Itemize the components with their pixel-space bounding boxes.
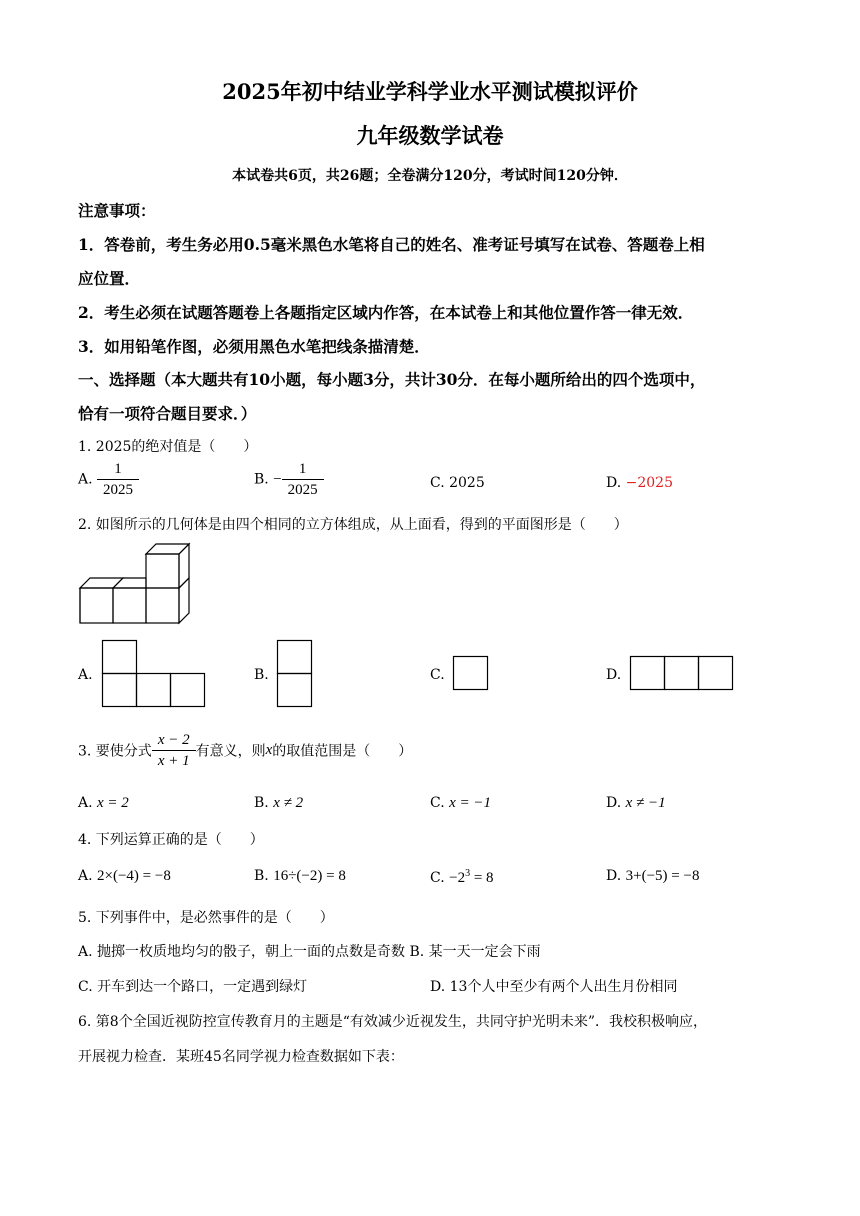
option-label: D. <box>606 868 622 884</box>
option-label: A. <box>78 868 93 884</box>
exponent: 3 <box>465 868 471 879</box>
exam-title: 2025年初中结业学科学业水平测试模拟评价 <box>222 79 638 104</box>
question-4-option-a <box>78 868 171 885</box>
question-1-option-c: C. 2025 <box>430 475 485 491</box>
section-heading-cont: 恰有一项符合题目要求．） <box>78 404 257 423</box>
question-3-option-b <box>254 795 303 812</box>
option-label: D. <box>606 475 622 491</box>
base: −2 <box>449 870 466 886</box>
fraction-denominator: x + 1 <box>157 753 190 769</box>
question-5-options-ab: A. 抛掷一枚质地均匀的骰子，朝上一面的点数是奇数 B. 某一天一定会下雨 <box>78 944 541 960</box>
option-label: C. <box>430 870 445 886</box>
fraction-denominator: 2025 <box>103 482 134 498</box>
stem-text: 有意义，则 <box>195 743 266 760</box>
question-1-option-b <box>254 459 324 500</box>
question-3-option-c <box>430 795 491 812</box>
question-2-option-a-label: A. <box>78 667 93 683</box>
option-b-shape <box>277 640 313 708</box>
option-expression: 16÷(−2) = 8 <box>273 868 346 884</box>
option-expression: x = −1 <box>449 795 492 811</box>
fraction-numerator: x − 2 <box>152 730 196 751</box>
option-label: B. <box>254 868 269 884</box>
question-2-option-c-label: C. <box>430 667 445 683</box>
question-4-option-d <box>606 868 699 885</box>
variable: x <box>265 742 273 758</box>
question-5-option-d: D. 13个人中至少有两个人出生月份相同 <box>430 979 678 995</box>
question-2-option-b-label: B. <box>254 667 269 683</box>
question-2-stem: 2. 如图所示的几何体是由四个相同的立方体组成，从上面看，得到的平面图形是（ ） <box>78 517 628 533</box>
option-expression: x ≠ 2 <box>273 795 304 811</box>
option-label: B. <box>254 471 269 488</box>
option-expression: 3+(−5) = −8 <box>625 868 700 884</box>
answer-value: −2025 <box>625 475 673 491</box>
fraction-numerator: 1 <box>282 459 324 480</box>
fraction-numerator: 1 <box>97 459 139 480</box>
option-label: C. <box>430 795 445 811</box>
option-label: A. <box>78 471 93 488</box>
option-d-shape <box>630 656 734 691</box>
section-heading: 一、选择题（本大题共有10小题，每小题3分，共计30分．在每小题所给出的四个选项中， <box>78 370 706 389</box>
question-3-stem <box>78 730 412 771</box>
question-6-stem-cont: 开展视力检查．某班45名同学视力检查数据如下表： <box>78 1049 404 1065</box>
bottom-cube-1-front <box>80 588 113 623</box>
option-expression: x ≠ −1 <box>625 795 666 811</box>
question-4-option-c <box>430 868 494 887</box>
option-expression: 2×(−4) = −8 <box>97 868 171 884</box>
question-4-stem: 4. 下列运算正确的是（ ） <box>78 832 264 848</box>
question-1-option-d <box>606 475 673 491</box>
option-label: B. <box>254 795 269 811</box>
option-label: D. <box>606 795 622 811</box>
question-5-stem: 5. 下列事件中，是必然事件的是（ ） <box>78 910 334 926</box>
notice-item-3: 3．如用铅笔作图，必须用黑色水笔把线条描清楚． <box>78 337 430 356</box>
question-4-option-b <box>254 868 346 885</box>
stem-text: 的取值范围是（ ） <box>272 743 413 760</box>
result: = 8 <box>470 870 494 886</box>
bottom-cube-2-front <box>113 588 146 623</box>
fraction <box>97 459 139 500</box>
notice-item-1: 1．答卷前，考生务必用0.5毫米黑色水笔将自己的姓名、准考证号填写在试卷、答题卷上相 <box>78 235 705 254</box>
exam-subtitle: 九年级数学试卷 <box>356 123 504 148</box>
question-3-option-a <box>78 795 129 812</box>
question-5-option-c: C. 开车到达一个路口，一定遇到绿灯 <box>78 979 308 995</box>
fraction-denominator: 2025 <box>287 482 318 498</box>
question-1-option-a <box>78 459 139 500</box>
option-a-shape <box>102 640 206 708</box>
question-1-stem: 1. 2025的绝对值是（ ） <box>78 439 258 455</box>
top-cube-side-face <box>179 544 189 588</box>
top-cube-top-face <box>146 544 189 554</box>
question-6-stem: 6. 第8个全国近视防控宣传教育月的主题是“有效减少近视发生，共同守护光明未来”．我校积极响应， <box>78 1014 708 1030</box>
option-label: A. <box>78 795 93 811</box>
fraction <box>152 730 196 771</box>
notice-item-1-cont: 应位置． <box>78 269 141 288</box>
notice-heading: 注意事项： <box>78 201 156 220</box>
top-cube-front-face <box>146 554 179 588</box>
notice-item-2: 2．考生必须在试题答题卷上各题指定区域内作答，在本试卷上和其他位置作答一律无效． <box>78 303 694 322</box>
exam-info: 本试卷共6页，共26题；全卷满分120分，考试时间120分钟． <box>232 168 628 184</box>
option-expression <box>449 870 493 886</box>
option-c-shape <box>453 656 489 691</box>
cube-solid-figure <box>78 544 193 626</box>
question-3-option-d <box>606 795 666 812</box>
question-2-option-d-label: D. <box>606 667 622 683</box>
bottom-cube-3-front <box>146 588 179 623</box>
option-expression: x = 2 <box>97 795 129 811</box>
stem-text: 3. 要使分式 <box>78 743 152 760</box>
minus-sign: − <box>273 471 282 488</box>
fraction <box>282 459 324 500</box>
